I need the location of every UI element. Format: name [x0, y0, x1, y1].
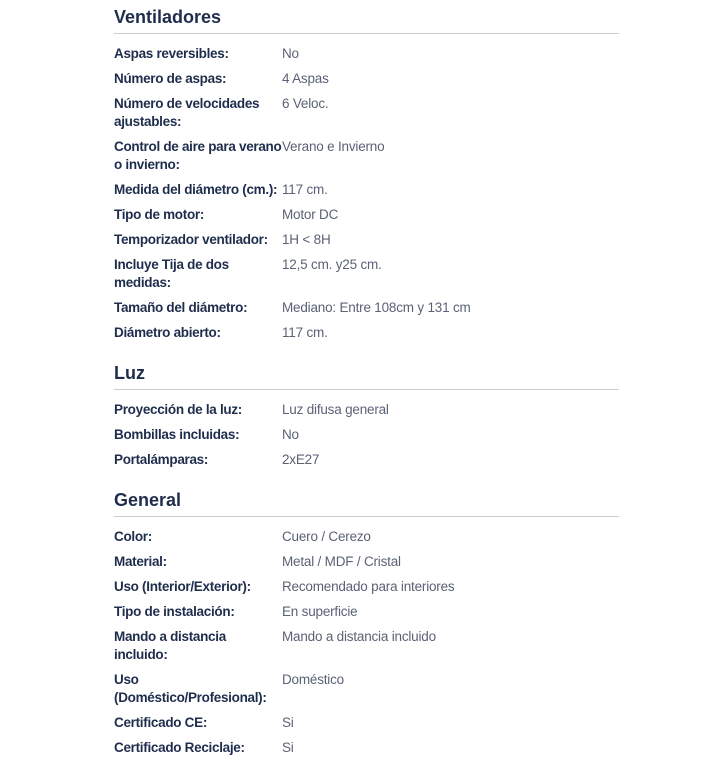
spec-value: Si — [282, 714, 294, 730]
spec-value: No — [282, 426, 299, 442]
spec-row — [114, 206, 619, 224]
spec-sheet — [114, 0, 619, 764]
spec-row — [114, 70, 619, 88]
spec-value: 117 cm. — [282, 181, 328, 197]
spec-label: Certificado CE: — [114, 714, 208, 730]
spec-list — [114, 517, 619, 757]
section-title: Ventiladores — [114, 0, 619, 34]
spec-row — [114, 451, 619, 469]
spec-label: Material: — [114, 553, 167, 569]
spec-value: En superficie — [282, 604, 358, 620]
spec-value: 2xE27 — [282, 452, 320, 468]
spec-row — [114, 671, 619, 706]
spec-value: Metal / MDF / Cristal — [282, 553, 401, 569]
spec-label: Mando a distancia incluido: — [114, 629, 226, 662]
spec-value: 4 Aspas — [282, 71, 329, 87]
spec-label: Número de velocidades ajustables: — [114, 96, 260, 129]
spec-label: Incluye Tija de dos medidas: — [114, 257, 229, 290]
spec-row — [114, 628, 619, 663]
spec-value: 117 cm. — [282, 325, 328, 341]
section-general — [114, 483, 619, 757]
spec-value: Luz difusa general — [282, 401, 389, 417]
spec-row — [114, 256, 619, 291]
spec-label: Bombillas incluidas: — [114, 426, 240, 442]
spec-label: Uso (Doméstico/Profesional): — [114, 672, 267, 705]
spec-label: Proyección de la luz: — [114, 401, 242, 417]
spec-value: 12,5 cm. y25 cm. — [282, 257, 382, 273]
spec-value: 1H < 8H — [282, 232, 331, 248]
spec-label: Medida del diámetro (cm.): — [114, 181, 278, 197]
spec-list — [114, 34, 619, 342]
spec-label: Control de aire para verano o invierno: — [114, 139, 282, 172]
section-title: Luz — [114, 356, 619, 390]
spec-label: Tamaño del diámetro: — [114, 300, 248, 315]
spec-label: Uso (Interior/Exterior): — [114, 578, 251, 594]
spec-row — [114, 528, 619, 546]
spec-row — [114, 299, 619, 317]
spec-label: Portalámparas: — [114, 452, 209, 468]
spec-row — [114, 578, 619, 596]
spec-value: Motor DC — [282, 206, 339, 222]
spec-value: Mando a distancia incluido — [282, 629, 436, 645]
spec-value: Recomendado para interiores — [282, 578, 455, 594]
spec-value: Cuero / Cerezo — [282, 528, 371, 544]
spec-label: Diámetro abierto: — [114, 325, 221, 341]
spec-label: Tipo de instalación: — [114, 604, 235, 620]
spec-row — [114, 95, 619, 130]
spec-label: Color: — [114, 528, 152, 544]
spec-row — [114, 45, 619, 63]
spec-value: Mediano: Entre 108cm y 131 cm — [282, 300, 471, 315]
spec-value: Verano e Invierno — [282, 139, 385, 155]
spec-value: Doméstico — [282, 672, 344, 687]
spec-row — [114, 426, 619, 444]
spec-row — [114, 714, 619, 732]
section-luz — [114, 356, 619, 469]
spec-row — [114, 739, 619, 757]
spec-row — [114, 138, 619, 173]
spec-row — [114, 553, 619, 571]
spec-label: Número de aspas: — [114, 71, 227, 87]
section-title: General — [114, 483, 619, 517]
spec-list — [114, 390, 619, 469]
spec-label: Aspas reversibles: — [114, 46, 229, 61]
spec-row — [114, 181, 619, 199]
spec-label: Tipo de motor: — [114, 206, 205, 222]
spec-row — [114, 324, 619, 342]
spec-label: Certificado Reciclaje: — [114, 739, 245, 755]
spec-row — [114, 603, 619, 621]
spec-row — [114, 401, 619, 419]
spec-row — [114, 231, 619, 249]
spec-value: Si — [282, 739, 294, 755]
spec-value: 6 Veloc. — [282, 96, 329, 112]
section-ventiladores — [114, 0, 619, 342]
spec-label: Temporizador ventilador: — [114, 232, 268, 248]
spec-value: No — [282, 46, 299, 61]
